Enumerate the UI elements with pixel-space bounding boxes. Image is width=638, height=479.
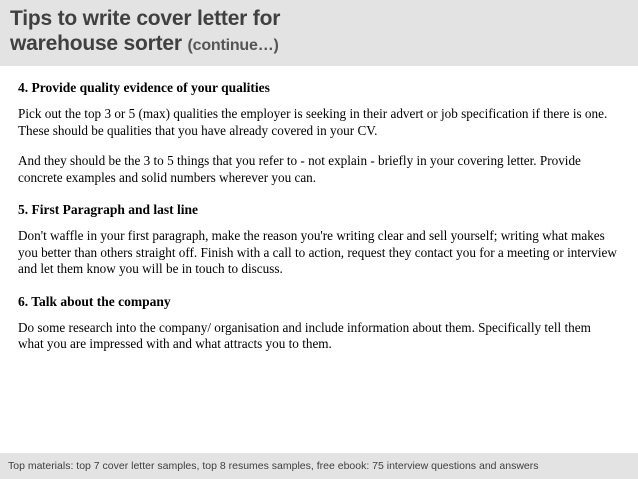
section-6 <box>18 294 624 353</box>
footer-text: Top materials: top 7 cover letter samples, top 8 resumes samples, free ebook: 75 interview questions and answers <box>8 460 539 472</box>
section-paragraph: Do some research into the company/ organisation and include information about them. Specifically tell them what you are impressed with and what attracts you to them. <box>18 319 591 351</box>
slide-body <box>0 66 638 353</box>
page-title-line1: Tips to write cover letter for <box>10 7 281 30</box>
section-4 <box>18 80 624 186</box>
section-5 <box>18 202 624 278</box>
slide-header <box>0 0 638 66</box>
page-title <box>10 6 628 58</box>
page-title-line2: warehouse sorter <box>10 32 182 55</box>
section-paragraph: Don't waffle in your first paragraph, make the reason you're writing clear and sell yourself; writing what makes you better than others straight off. Finish with a call to action, request they contact you for a meeting or interview and let them know you will be in touch to discuss. <box>18 228 617 276</box>
section-heading: 5. First Paragraph and last line <box>18 202 199 217</box>
section-heading: 6. Talk about the company <box>18 293 171 309</box>
section-paragraph: And they should be the 3 to 5 things that you refer to - not explain - briefly in your covering letter. Provide concrete examples and solid numbers wherever you can. <box>18 153 581 185</box>
slide-footer <box>0 453 638 479</box>
section-paragraph: Pick out the top 3 or 5 (max) qualities the employer is seeking in their advert or job specification if there is one. These should be qualities that you have already covered in your CV. <box>18 106 608 138</box>
section-heading: 4. Provide quality evidence of your qualities <box>18 80 270 95</box>
page-title-continue: (continue…) <box>187 37 279 54</box>
